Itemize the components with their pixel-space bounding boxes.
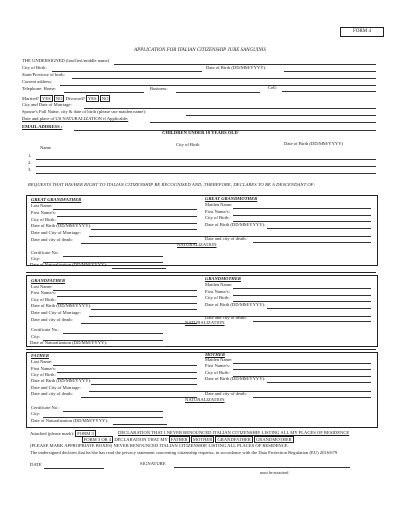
child-row-field[interactable]	[36, 173, 376, 174]
g-nat-date-label: Date of Naturalization (DD/MM/YYYY):	[30, 340, 108, 345]
gg-mother-maiden-field[interactable]	[233, 208, 371, 209]
g-certificate-label: Certificate No.:	[31, 327, 60, 332]
privacy-text: The undersigned declares that he/she has read the privacy statement concerning citizenship requests, in accordance with the Data Protection Regulation (EU) 2016/679.	[30, 450, 339, 455]
form-title: APPLICATION FOR ITALIAN CITIZENSHIP JURE SANGUINIS	[134, 48, 266, 53]
children-col-name: Name	[40, 145, 51, 150]
cell-phone-label: Cell:	[268, 85, 277, 90]
mother-death-label: Date and city of death:	[205, 391, 247, 396]
signature-label: SIGNATURE	[140, 461, 166, 466]
g-marriage-label: Date and City of Marriage:	[31, 310, 81, 315]
p-certificate-field[interactable]	[63, 411, 163, 412]
gm-firstname-label: First Name/s:	[205, 289, 230, 294]
child-row-num: 2.	[28, 160, 32, 165]
married-row	[22, 95, 110, 102]
child-row-field[interactable]	[36, 166, 376, 167]
gg-father-dob-label: Date of Birth (DD/MM/YYYY):	[31, 223, 92, 228]
gg-father-firstname-label: First Name/s:	[31, 210, 56, 215]
married-no-checkbox[interactable]: NO	[55, 96, 63, 101]
form3or4-checkbox[interactable]: FORM 3 OR 4	[83, 437, 112, 442]
father-title: FATHER	[31, 353, 49, 358]
declaration-that-my-label: DECLARATION THAT MY	[114, 437, 168, 442]
gg-father-firstname-field[interactable]	[57, 216, 197, 217]
parents-marriage-label: Date and City of Marriage:	[31, 385, 81, 390]
grandfather-checkbox[interactable]: GRANDFATHER	[217, 437, 251, 442]
gf-lastname-field[interactable]	[53, 290, 197, 291]
mother-title: MOTHER	[205, 352, 225, 357]
declaration-parents-row	[30, 436, 294, 443]
father-checkbox[interactable]: FATHER	[170, 437, 188, 442]
gm-death-field[interactable]	[253, 321, 371, 322]
mother-death-field[interactable]	[253, 397, 371, 398]
date-of-birth-field[interactable]	[284, 71, 376, 72]
gg-father-dob-field[interactable]	[91, 229, 197, 230]
grandfather-title: GRANDFATHER	[31, 278, 66, 283]
gf-firstname-label: First Name/s:	[31, 290, 56, 295]
gf-dob-field[interactable]	[91, 309, 197, 310]
father-city-label: City of Birth:	[31, 372, 56, 377]
date-of-birth-label: Date of Birth (DD/MM/YYYY):	[206, 65, 267, 70]
current-address-field[interactable]	[60, 85, 376, 86]
city-date-marriage-label: City and Date of Marriage:	[22, 102, 72, 107]
father-firstname-label: First Name/s:	[31, 366, 56, 371]
gg-nat-date-field[interactable]	[112, 268, 166, 269]
g-certificate-field[interactable]	[63, 333, 163, 334]
gm-firstname-field[interactable]	[233, 295, 371, 296]
mother-firstname-label: First Name/s:	[205, 363, 230, 368]
gg-mother-firstname-field[interactable]	[233, 215, 371, 216]
father-dob-label: Date of Birth (DD/MM/YYYY):	[31, 378, 92, 383]
divorced-no-checkbox[interactable]: NO	[101, 96, 109, 101]
telephone-home-field[interactable]	[64, 92, 144, 93]
gg-naturalization-heading: NATURALIZATION	[177, 242, 217, 247]
gf-city-label: City of Birth:	[31, 297, 56, 302]
naturalization-field[interactable]	[150, 122, 376, 123]
gm-dob-label: Date of Birth (DD/MM/YYYY):	[205, 302, 266, 307]
children-col-city: City of Birth	[176, 142, 200, 147]
child-row-num: 1.	[28, 153, 32, 158]
undersigned-label: THE UNDERSIGNED (last/first/middle name)	[22, 58, 110, 63]
date-field[interactable]	[44, 468, 104, 469]
gg-mother-maiden-label: Maiden Name:	[205, 202, 233, 207]
mother-maiden-field[interactable]	[233, 363, 371, 364]
state-province-field[interactable]	[72, 78, 376, 79]
gg-father-lastname-field[interactable]	[53, 209, 197, 210]
gm-maiden-label: Maiden Name:	[205, 282, 233, 287]
gf-lastname-label: Last Name:	[31, 284, 53, 289]
cell-phone-field[interactable]	[282, 91, 376, 92]
gg-father-lastname-label: Last Name:	[31, 203, 53, 208]
grandmother-checkbox[interactable]: GRANDMOTHER	[255, 437, 292, 442]
gm-city-label: City of Birth:	[205, 295, 230, 300]
p-nat-date-label: Date of Naturalization (DD/MM/YYYY):	[31, 418, 109, 423]
gf-death-field[interactable]	[81, 323, 197, 324]
attached-label: Attached (please mark):	[30, 431, 75, 436]
mother-city-label: City of Birth:	[205, 370, 230, 375]
gg-mother-dob-label: Date of Birth (DD/MM/YYYY):	[205, 222, 266, 227]
gm-death-label: Date and city of death:	[205, 315, 247, 320]
spouse-label: Spouse's Full Name, city & date of birth (please use maiden name):	[22, 109, 147, 114]
form3-checkbox[interactable]: FORM 3	[77, 431, 94, 436]
g-naturalization-heading: NATURALIZATION	[185, 320, 225, 325]
great-grandfather-title: GREAT GRANDFATHER	[31, 197, 82, 202]
father-lastname-label: Last Name:	[31, 359, 53, 364]
p-nat-date-field[interactable]	[113, 424, 167, 425]
gg-father-death-label: Date and city of death:	[31, 237, 73, 242]
g-nat-city-label: City:	[31, 334, 41, 339]
p-naturalization-heading: NATURALIZATION	[185, 397, 225, 402]
gg-certificate-label: Certificate No.:	[31, 250, 60, 255]
grandparents-divider	[26, 272, 376, 273]
child-row-field[interactable]	[36, 159, 376, 160]
mother-dob-label: Date of Birth (DD/MM/YYYY):	[205, 376, 266, 381]
declaration-rest-text: (PLEASE MARK APPROPRIATE BOXES) NEVER RENOUNCED ITALIAN CITIZENSHIP, LISTING ALL PLACES OF RESIDENCE.	[30, 443, 289, 448]
g-nat-date-field[interactable]	[112, 346, 166, 347]
gf-dob-label: Date of Birth (DD/MM/YYYY):	[31, 303, 92, 308]
married-yes-checkbox[interactable]: YES	[42, 96, 51, 101]
gg-mother-firstname-label: First Name/s:	[205, 209, 230, 214]
gg-father-city-label: City of Birth:	[31, 217, 56, 222]
father-firstname-field[interactable]	[57, 372, 197, 373]
signature-field[interactable]	[174, 467, 350, 468]
gg-marriage-label: Date and City of Marriage:	[31, 230, 81, 235]
business-phone-label: Business:	[150, 86, 168, 91]
gg-mother-city-label: City of Birth:	[205, 215, 230, 220]
gg-mother-dob-field[interactable]	[267, 228, 371, 229]
married-label: Married?	[22, 96, 39, 101]
mother-dob-field[interactable]	[267, 382, 371, 383]
p-certificate-label: Certificate No.:	[31, 405, 60, 410]
father-death-label: Date and city of death:	[31, 391, 73, 396]
grandparents-section	[26, 275, 378, 347]
children-col-dob: Date of Birth (DD/MM/YYYY)	[284, 141, 344, 146]
city-of-birth-label: City of Birth:	[22, 65, 47, 70]
child-row-num: 3.	[28, 167, 32, 172]
declaration-never-text: DECLARATION THAT I NEVER RENOUNCED ITALIAN CITIZENSHIP, LISTING ALL MY PLACES OF RESIDENCE	[118, 430, 350, 435]
gg-nat-city-label: City:	[31, 256, 41, 261]
children-heading: CHILDREN UNDER 18 YEARS OLD	[162, 130, 238, 135]
state-province-label: State/Province of birth:	[22, 72, 65, 77]
father-dob-field[interactable]	[91, 384, 197, 385]
notarized-note: must be notarized	[260, 470, 289, 475]
gg-certificate-field[interactable]	[63, 256, 163, 257]
naturalization-label: Date and place of US NATURALIZATION if Applicable:	[22, 116, 129, 121]
p-nat-city-label: City:	[31, 411, 41, 416]
father-death-field[interactable]	[81, 397, 197, 398]
gg-mother-death-label: Date and city of death:	[205, 236, 247, 241]
mother-maiden-label: Maiden Name:	[205, 357, 233, 362]
parents-divider	[26, 349, 376, 350]
gg-nat-date-label: Date of Naturalization (DD/MM/YYYY):	[30, 262, 108, 267]
gf-firstname-field[interactable]	[57, 296, 197, 297]
father-lastname-field[interactable]	[53, 365, 197, 366]
gm-dob-field[interactable]	[267, 308, 371, 309]
request-text: REQUESTS THAT HIS/HER RIGHT TO ITALIAN CITIZENSHIP BE RECOGNISED AND, THEREFORE, DECLARES TO BE A DESCENDANT OF:	[28, 182, 316, 187]
date-label: DATE	[30, 462, 42, 467]
divorced-label: Divorced?	[65, 96, 85, 101]
great-grandparents-section	[26, 195, 378, 266]
telephone-home-label: Telephone: Home:	[22, 86, 56, 91]
mother-checkbox[interactable]: MOTHER	[192, 437, 213, 442]
form-number-box: FORM 4	[340, 27, 384, 37]
mother-firstname-field[interactable]	[233, 369, 371, 370]
city-of-birth-field[interactable]	[52, 71, 202, 72]
current-address-label: Current address:	[22, 79, 53, 84]
great-grandmother-title: GREAT GRANDMOTHER	[205, 196, 258, 201]
business-phone-field[interactable]	[176, 92, 260, 93]
gm-maiden-field[interactable]	[233, 288, 371, 289]
gg-mother-death-field[interactable]	[253, 242, 371, 243]
spouse-field[interactable]	[186, 115, 376, 116]
grandmother-title: GRANDMOTHER	[205, 276, 241, 281]
divorced-yes-checkbox[interactable]: YES	[87, 96, 97, 101]
parents-section	[26, 352, 378, 428]
gf-death-label: Date and city of death:	[31, 317, 73, 322]
email-label: EMAIL ADDRESS :	[22, 124, 63, 129]
